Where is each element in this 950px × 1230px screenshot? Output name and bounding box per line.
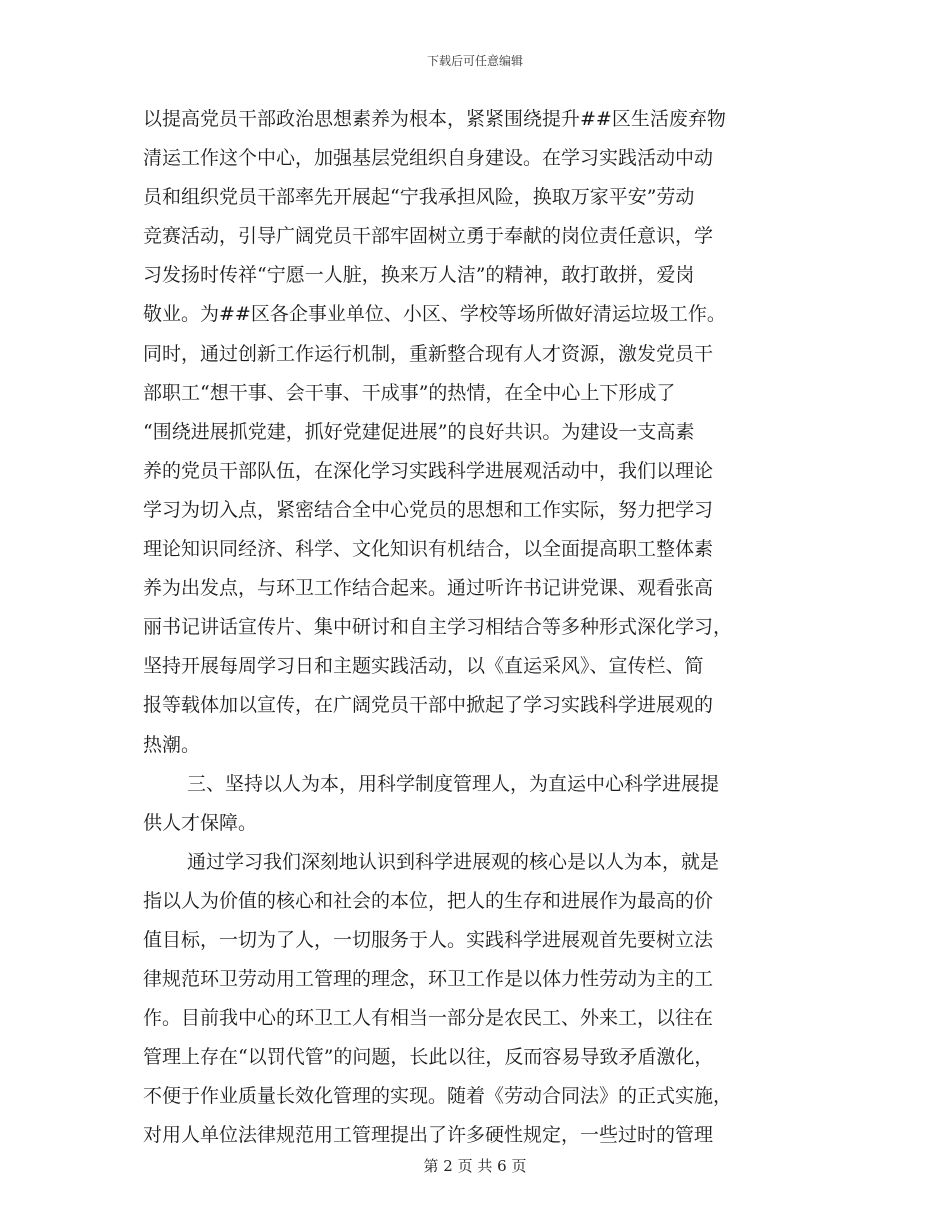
- text-line: 丽书记讲话宣传片、集中研讨和自主学习相结合等多种形式深化学习，: [143, 616, 733, 639]
- text-line: 三、坚持以人为本，用科学制度管理人，为直运中心科学进展提: [187, 772, 720, 795]
- text-line: 清运工作这个中心，加强基层党组织自身建设。在学习实践活动中动: [143, 147, 714, 170]
- text-line: 通过学习我们深刻地认识到科学进展观的核心是以人为本，就是: [187, 850, 720, 873]
- text-line: 值目标，一切为了人，一切服务于人。实践科学进展观首先要树立法: [143, 928, 714, 951]
- page-footer: 第 2 页 共 6 页: [423, 1157, 527, 1175]
- text-line: 报等载体加以宣传，在广阔党员干部中掀起了学习实践科学进展观的: [143, 694, 714, 717]
- text-line: 供人才保障。: [143, 811, 258, 834]
- text-line: 以提高党员干部政治思想素养为根本，紧紧围绕提升##区生活废弃物: [143, 108, 726, 130]
- text-line: 管理上存在“以罚代管”的问题，长此以往，反而容易导致矛盾激化，: [143, 1046, 714, 1069]
- text-line: 习发扬时传祥“宁愿一人脏，换来万人洁”的精神，敢打敢拼，爱岗: [143, 264, 695, 287]
- text-line: 部职工“想干事、会干事、干成事”的热情，在全中心上下形成了: [143, 381, 676, 404]
- text-line: “围绕进展抓党建，抓好党建促进展”的良好共识。为建设一支高素: [143, 420, 695, 443]
- text-line: 学习为切入点，紧密结合全中心党员的思想和工作实际，努力把学习: [143, 498, 714, 521]
- text-line: 员和组织党员干部率先开展起“宁我承担风险，换取万家平安”劳动: [143, 186, 695, 209]
- text-line: 对用人单位法律规范用工管理提出了许多硬性规定，一些过时的管理: [143, 1124, 714, 1147]
- text-line: 热潮。: [143, 733, 201, 756]
- text-line: 指以人为价值的核心和社会的本位，把人的生存和进展作为最高的价: [143, 889, 714, 912]
- document-body: [143, 100, 803, 1156]
- page-header: 下载后可任意编辑: [426, 54, 523, 68]
- text-line: 敬业。为##区各企事业单位、小区、学校等场所做好清运垃圾工作。: [143, 303, 726, 326]
- text-line: 律规范环卫劳动用工管理的理念，环卫工作是以体力性劳动为主的工: [143, 968, 714, 991]
- text-line: 不便于作业质量长效化管理的实现。随着《劳动合同法》的正式实施，: [143, 1085, 733, 1108]
- text-line: 养为出发点，与环卫工作结合起来。通过听许书记讲党课、观看张高: [143, 577, 714, 600]
- text-line: 竞赛活动，引导广阔党员干部牢固树立勇于奉献的岗位责任意识，学: [143, 225, 714, 248]
- text-line: 作。目前我中心的环卫工人有相当一部分是农民工、外来工，以往在: [143, 1007, 714, 1030]
- text-line: 养的党员干部队伍，在深化学习实践科学进展观活动中，我们以理论: [143, 459, 714, 482]
- text-line: 同时，通过创新工作运行机制，重新整合现有人才资源，激发党员干: [143, 342, 714, 365]
- text-line: 理论知识同经济、科学、文化知识有机结合，以全面提高职工整体素: [143, 538, 714, 561]
- text-line: 坚持开展每周学习日和主题实践活动，以《直运采风》、宣传栏、简: [143, 655, 704, 678]
